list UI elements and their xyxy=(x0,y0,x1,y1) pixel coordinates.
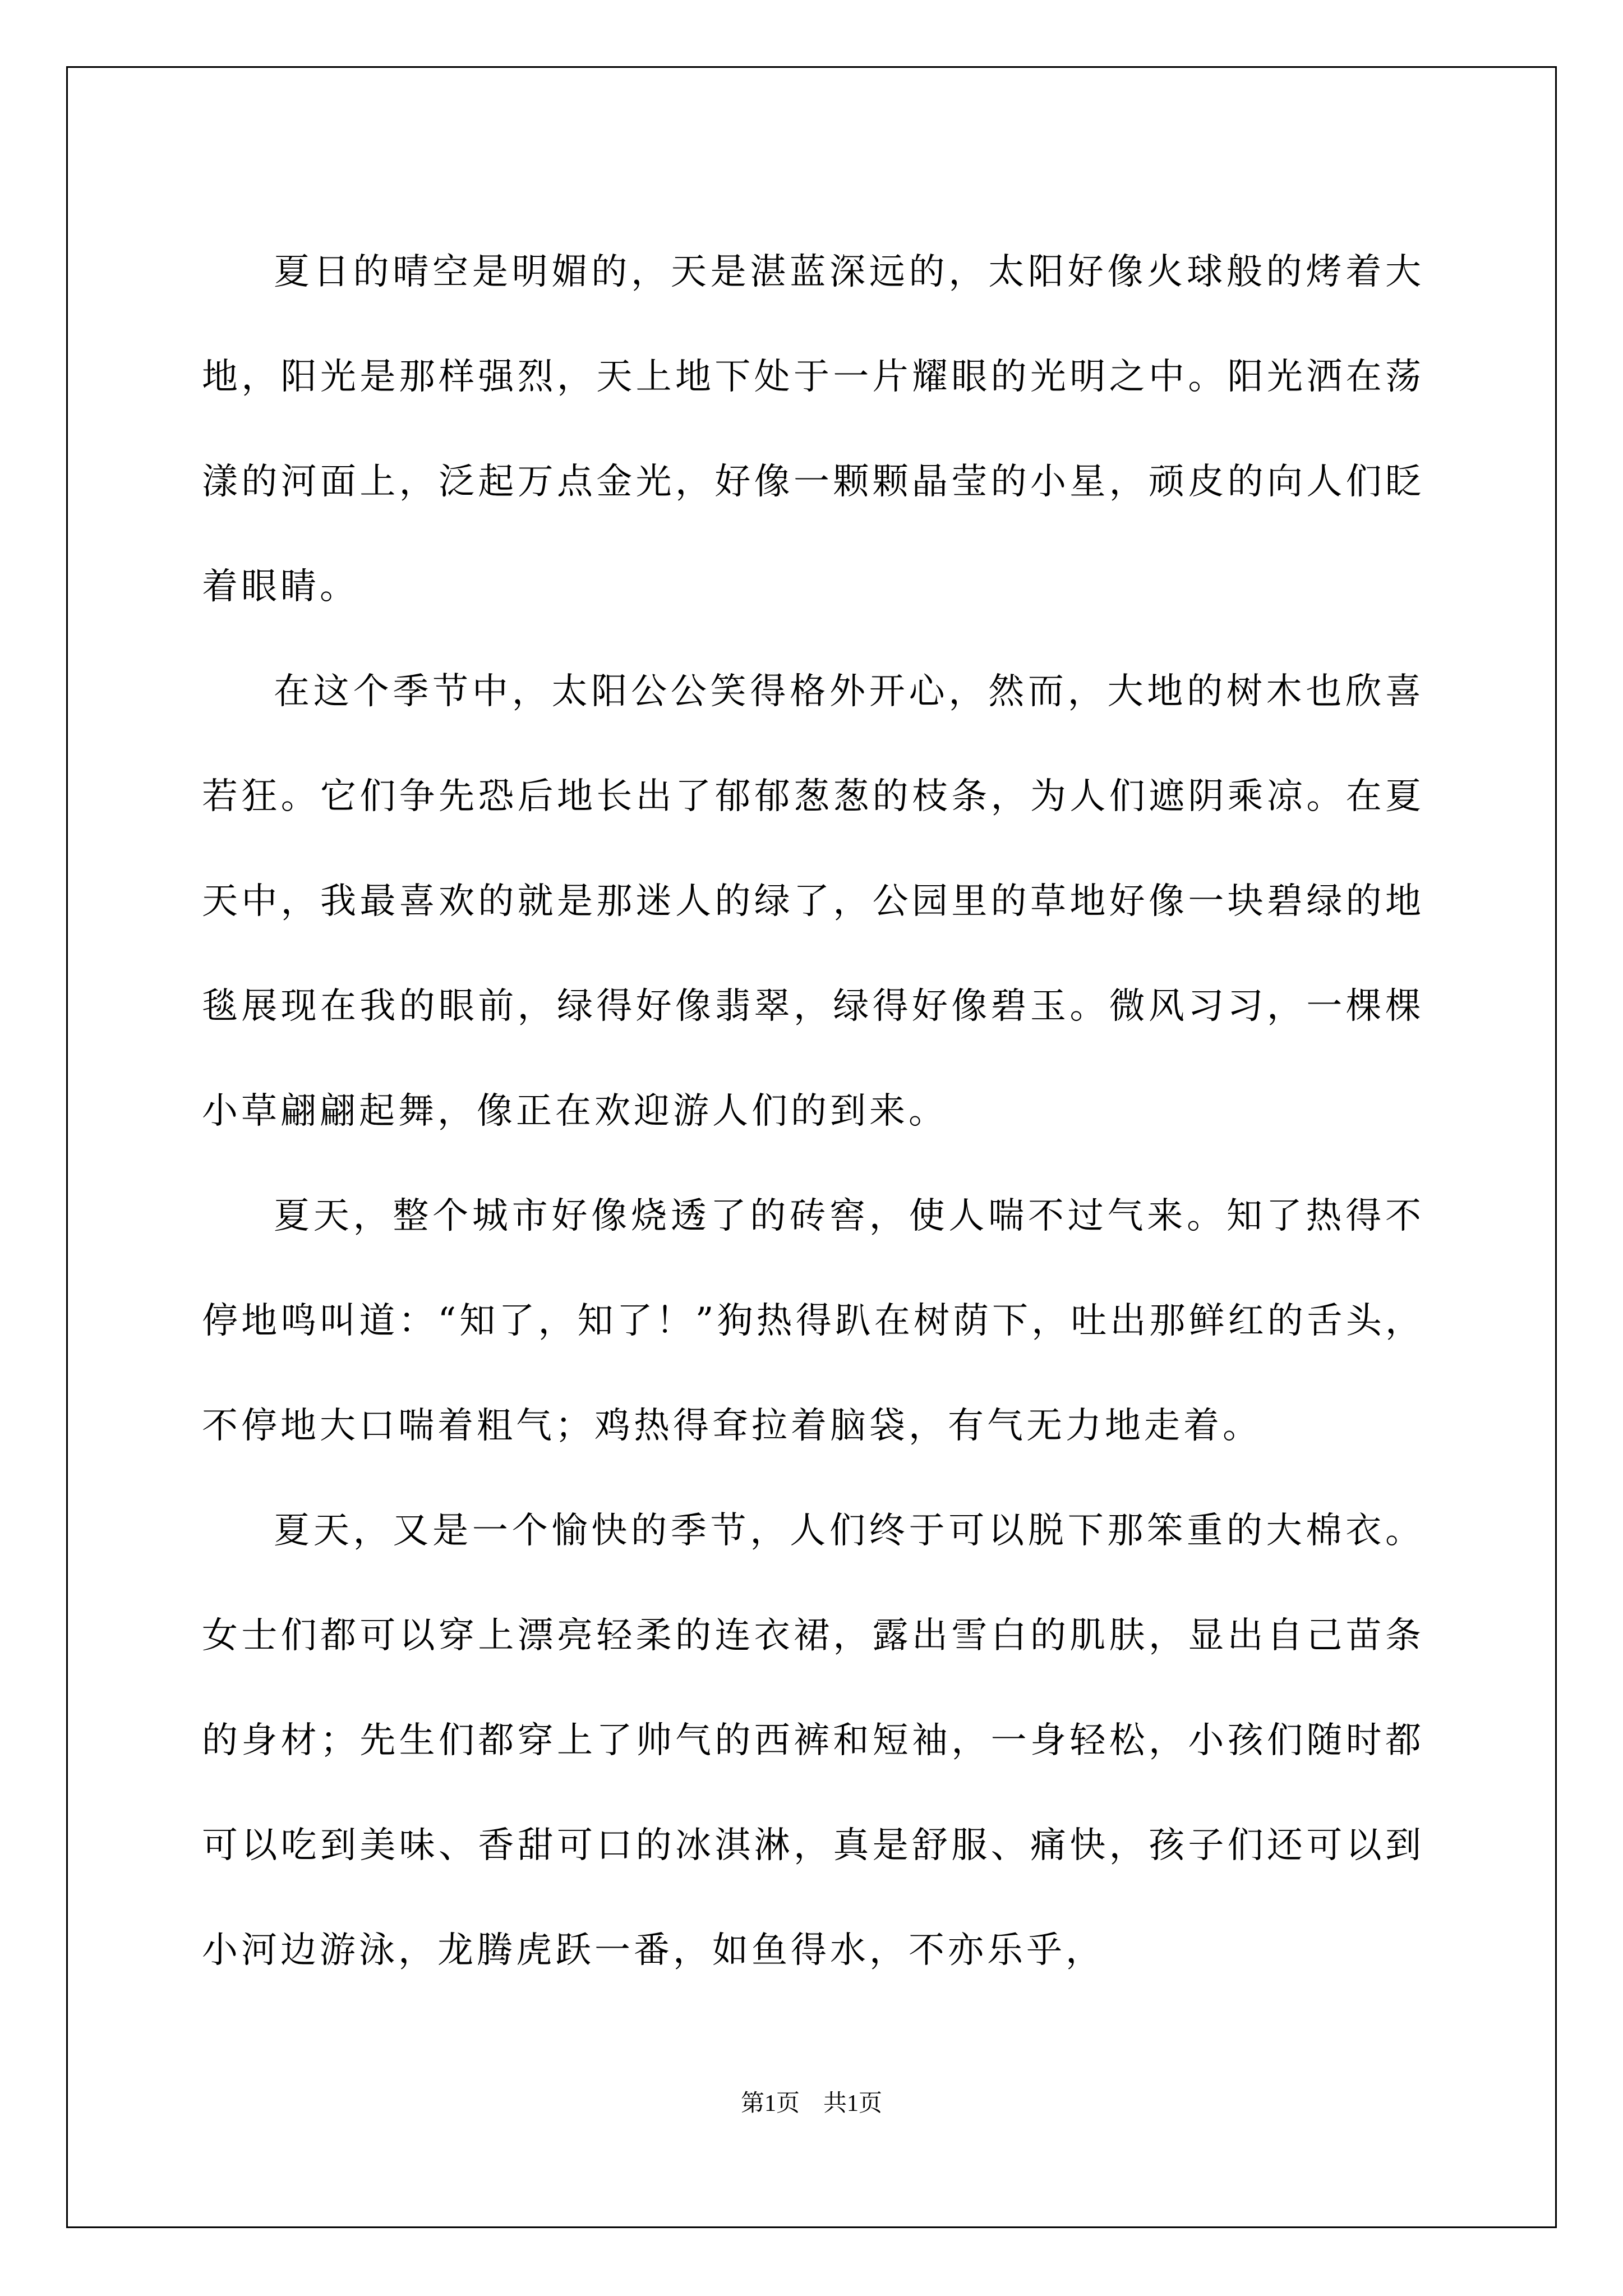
paragraph-1: 夏日的晴空是明媚的，天是湛蓝深远的，太阳好像火球般的烤着大地，阳光是那样强烈，天上地下处于一片耀眼的光明之中。阳光洒在荡漾的河面上，泛起万点金光，好像一颗颗晶莹的小星，顽皮的向人们眨着眼睛。 xyxy=(202,251,1424,608)
paragraph-3: 夏天，整个城市好像烧透了的砖窖，使人喘不过气来。知了热得不停地鸣叫道：“知了，知了！”狗热得趴在树荫下，吐出那鲜红的舌头，不停地大口喘着粗气；鸡热得耷拉着脑袋，有气无力地走着。 xyxy=(202,1195,1424,1447)
paragraph-2: 在这个季节中，太阳公公笑得格外开心，然而，大地的树木也欣喜若狂。它们争先恐后地长出了郁郁葱葱的枝条，为人们遮阴乘凉。在夏天中，我最喜欢的就是那迷人的绿了，公园里的草地好像一块碧绿的地毯展现在我的眼前，绿得好像翡翠，绿得好像碧玉。微风习习，一棵棵小草翩翩起舞，像正在欢迎游人们的到来。 xyxy=(202,671,1424,1132)
paragraph-4: 夏天，又是一个愉快的季节，人们终于可以脱下那笨重的大棉衣。女士们都可以穿上漂亮轻柔的连衣裙，露出雪白的肌肤，显出自己苗条的身材；先生们都穿上了帅气的西裤和短袖，一身轻松，小孩们随时都可以吃到美味、香甜可口的冰淇淋，真是舒服、痛快，孩子们还可以到小河边游泳，龙腾虎跃一番，如鱼得水，不亦乐乎， xyxy=(202,1510,1424,1971)
page-footer: 第1页 共1页 xyxy=(740,2091,882,2116)
document-body xyxy=(202,220,1424,2003)
